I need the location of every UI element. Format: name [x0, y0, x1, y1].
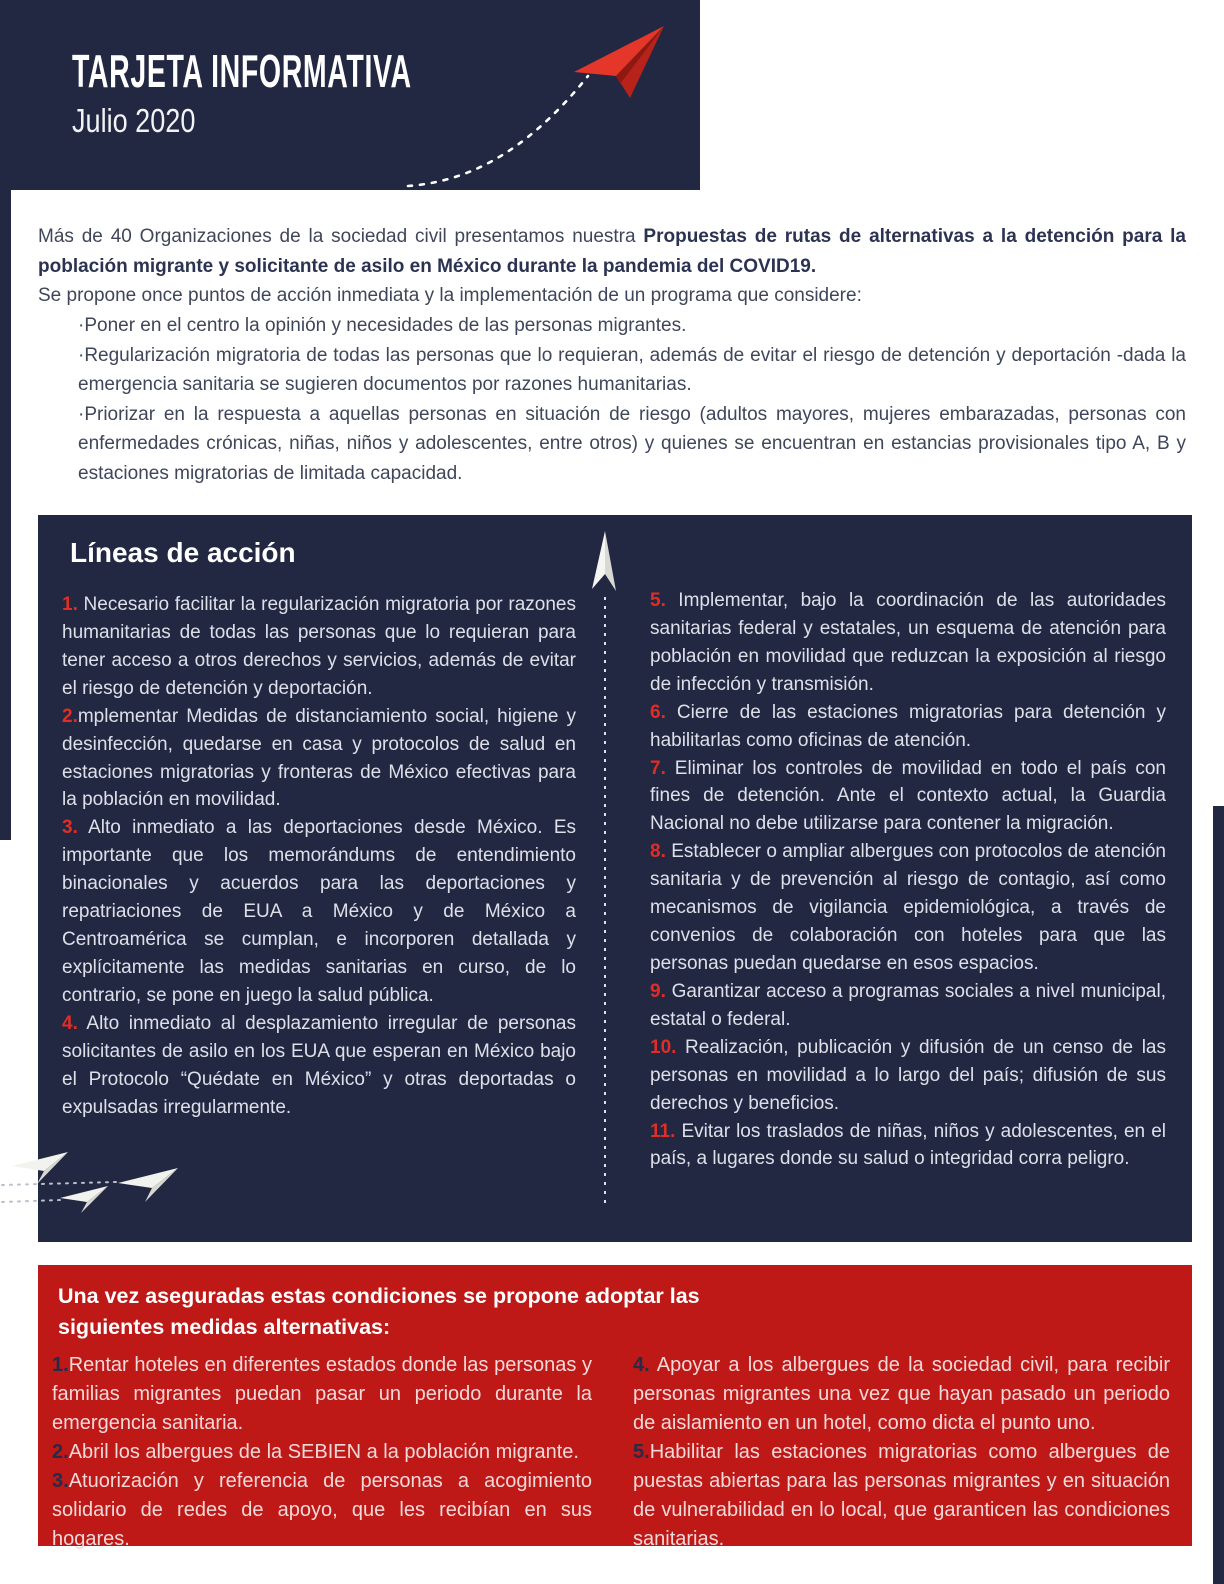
intro-line2: Se propone once puntos de acción inmediata y la implementación de un programa que considere: [38, 285, 862, 307]
item-number: 4. [633, 1354, 650, 1376]
paper-plane-up-icon [585, 529, 625, 595]
action-item [62, 1010, 576, 1122]
measure-item [52, 1467, 592, 1554]
item-number: 2. [62, 705, 78, 727]
action-item [650, 755, 1166, 839]
measure-item [633, 1438, 1170, 1554]
intro-lead-normal: Más de 40 Organizaciones de la sociedad civil presentamos nuestra [38, 226, 644, 247]
action-item [650, 587, 1166, 699]
action-column-right [650, 587, 1166, 1173]
item-number: 3. [52, 1470, 69, 1492]
alternative-measures-box [38, 1265, 1192, 1550]
intro-lead [38, 222, 1186, 281]
item-number: 9. [650, 980, 666, 1002]
item-text: Habilitar las estaciones migratorias como albergues de puestas abiertas para las personas migrantes y en situación de vulnerabilidad en lo local, que garanticen las condiciones sanitarias. [633, 1441, 1170, 1550]
item-text: Alto inmediato a las deportaciones desde México. Es importante que los memorándums de entendimiento binacionales y acuerdos para las deportaciones y repatriaciones de EUA a México y de México a Centroamérica se cumplan, e incorporen detallada y explícitamente las medidas sanitarias en curso, de lo contrario, se pone en juego la salud pública. [62, 817, 576, 1006]
item-text: Cierre de las estaciones migratorias para detención y habilitarlas como oficinas de atención. [650, 701, 1166, 751]
item-text: mplementar Medidas de distanciamiento social, higiene y desinfección, quedarse en casa y protocolos de salud en estaciones migratorias y fronteras de México efectivas para la población en movilidad. [62, 705, 576, 811]
item-text: Garantizar acceso a programas sociales a nivel municipal, estatal o federal. [650, 980, 1166, 1030]
action-item [62, 703, 576, 815]
action-item [650, 838, 1166, 978]
item-text: Necesario facilitar la regularización migratoria por razones humanitarias de todas las personas que lo requieran para tener acceso a otros derechos y servicios, además de evitar el riesgo de detención y deportación. [62, 594, 576, 699]
action-item [62, 814, 576, 1009]
measures-column-right [633, 1351, 1170, 1554]
action-item [650, 978, 1166, 1034]
action-item [62, 591, 576, 703]
right-accent-bar [1213, 806, 1224, 1584]
measures-box-title: Una vez aseguradas estas condiciones se propone adoptar las siguientes medidas alternativas: [58, 1284, 700, 1339]
measures-column-left [52, 1351, 592, 1554]
item-number: 1. [52, 1354, 69, 1376]
dashed-trail-line [402, 66, 600, 190]
intro-bullet-list [78, 311, 1186, 489]
action-box-title: Líneas de acción [70, 537, 296, 568]
item-text: Abril los albergues de la SEBIEN a la población migrante. [68, 1441, 579, 1463]
item-number: 10. [650, 1036, 677, 1058]
action-column-left [62, 591, 576, 1122]
item-text: Realización, publicación y difusión de un censo de las personas en movilidad a lo largo del país; difusión de sus derechos y beneficios. [650, 1036, 1166, 1114]
item-number: 2. [52, 1441, 69, 1463]
item-number: 7. [650, 757, 666, 779]
action-item [650, 1118, 1166, 1174]
item-number: 1. [62, 594, 78, 615]
measure-item [633, 1351, 1170, 1438]
action-lines-box [38, 515, 1192, 1242]
item-number: 5. [633, 1441, 650, 1463]
action-item [650, 1034, 1166, 1118]
column-divider [604, 597, 606, 1205]
item-text: Atuorización y referencia de personas a acogimiento solidario de redes de apoyo, que les recibían en sus hogares. [52, 1470, 592, 1550]
item-number: 11. [650, 1120, 676, 1142]
item-number: 8. [650, 841, 666, 863]
item-text: Alto inmediato al desplazamiento irregular de personas solicitantes de asilo en los EUA que esperan en México bajo el Protocolo “Quédate en México” y otras deportadas o expulsadas irregularmente. [62, 1012, 576, 1118]
intro-bullet: ·Priorizar en la respuesta a aquellas personas en situación de riesgo (adultos mayores, mujeres embarazadas, personas con enfermedades crónicas, niñas, niños y adolescentes, entre otros) y quienes se encuentran en estancias provisionales tipo A, B y estaciones migratorias de limitada capacidad. [78, 403, 1186, 484]
page-title: TARJETA INFORMATIVA [72, 45, 412, 97]
item-text: Establecer o ampliar albergues con protocolos de atención sanitaria y de prevención al riesgo de contagio, así como mecanismos de vigilancia epidemiológica, a través de convenios de colaboración con hoteles para que las personas puedan quedarse en esos espacios. [650, 841, 1166, 974]
item-number: 5. [650, 590, 666, 611]
intro-lead-bold: Propuestas de rutas de alternativas a la detención para la población migrante y solicitante de asilo en México durante la pandemia del COVID19. [38, 226, 1186, 277]
item-text: Evitar los traslados de niñas, niños y adolescentes, en el país, a lugares donde su salud o integridad corra peligro. [650, 1120, 1166, 1170]
action-item [650, 699, 1166, 755]
measure-item [52, 1438, 592, 1467]
header [0, 0, 700, 190]
intro-bullet: ·Regularización migratoria de todas las personas que lo requieran, además de evitar el riesgo de detención y deportación -dada la emergencia sanitaria se sugieren documentos por razones humanitarias. [78, 344, 1186, 396]
item-text: Implementar, bajo la coordinación de las autoridades sanitarias federal y estatales, un esquema de atención para población en movilidad que reduzcan la exposición al riesgo de infección y transmisión. [650, 590, 1166, 695]
item-text: Rentar hoteles en diferentes estados donde las personas y familias migrantes puedan pasar un periodo durante la emergencia sanitaria. [52, 1354, 592, 1434]
page-subtitle: Julio 2020 [72, 102, 196, 139]
item-text: Apoyar a los albergues de la sociedad civil, para recibir personas migrantes una vez que hayan pasado un periodo de aislamiento en un hotel, como dicta el punto uno. [633, 1354, 1170, 1434]
paper-plane-icons-cluster [0, 1138, 240, 1226]
item-number: 4. [62, 1012, 78, 1034]
measure-item [52, 1351, 592, 1438]
item-text: Eliminar los controles de movilidad en todo el país con fines de detención. Ante el contexto actual, la Guardia Nacional no debe utilizarse para contener la migración. [650, 757, 1166, 835]
paper-plane-icon [572, 22, 668, 100]
item-number: 6. [650, 701, 666, 723]
intro-section [38, 222, 1186, 489]
item-number: 3. [62, 817, 78, 839]
intro-bullet: ·Poner en el centro la opinión y necesidades de las personas migrantes. [78, 314, 687, 336]
